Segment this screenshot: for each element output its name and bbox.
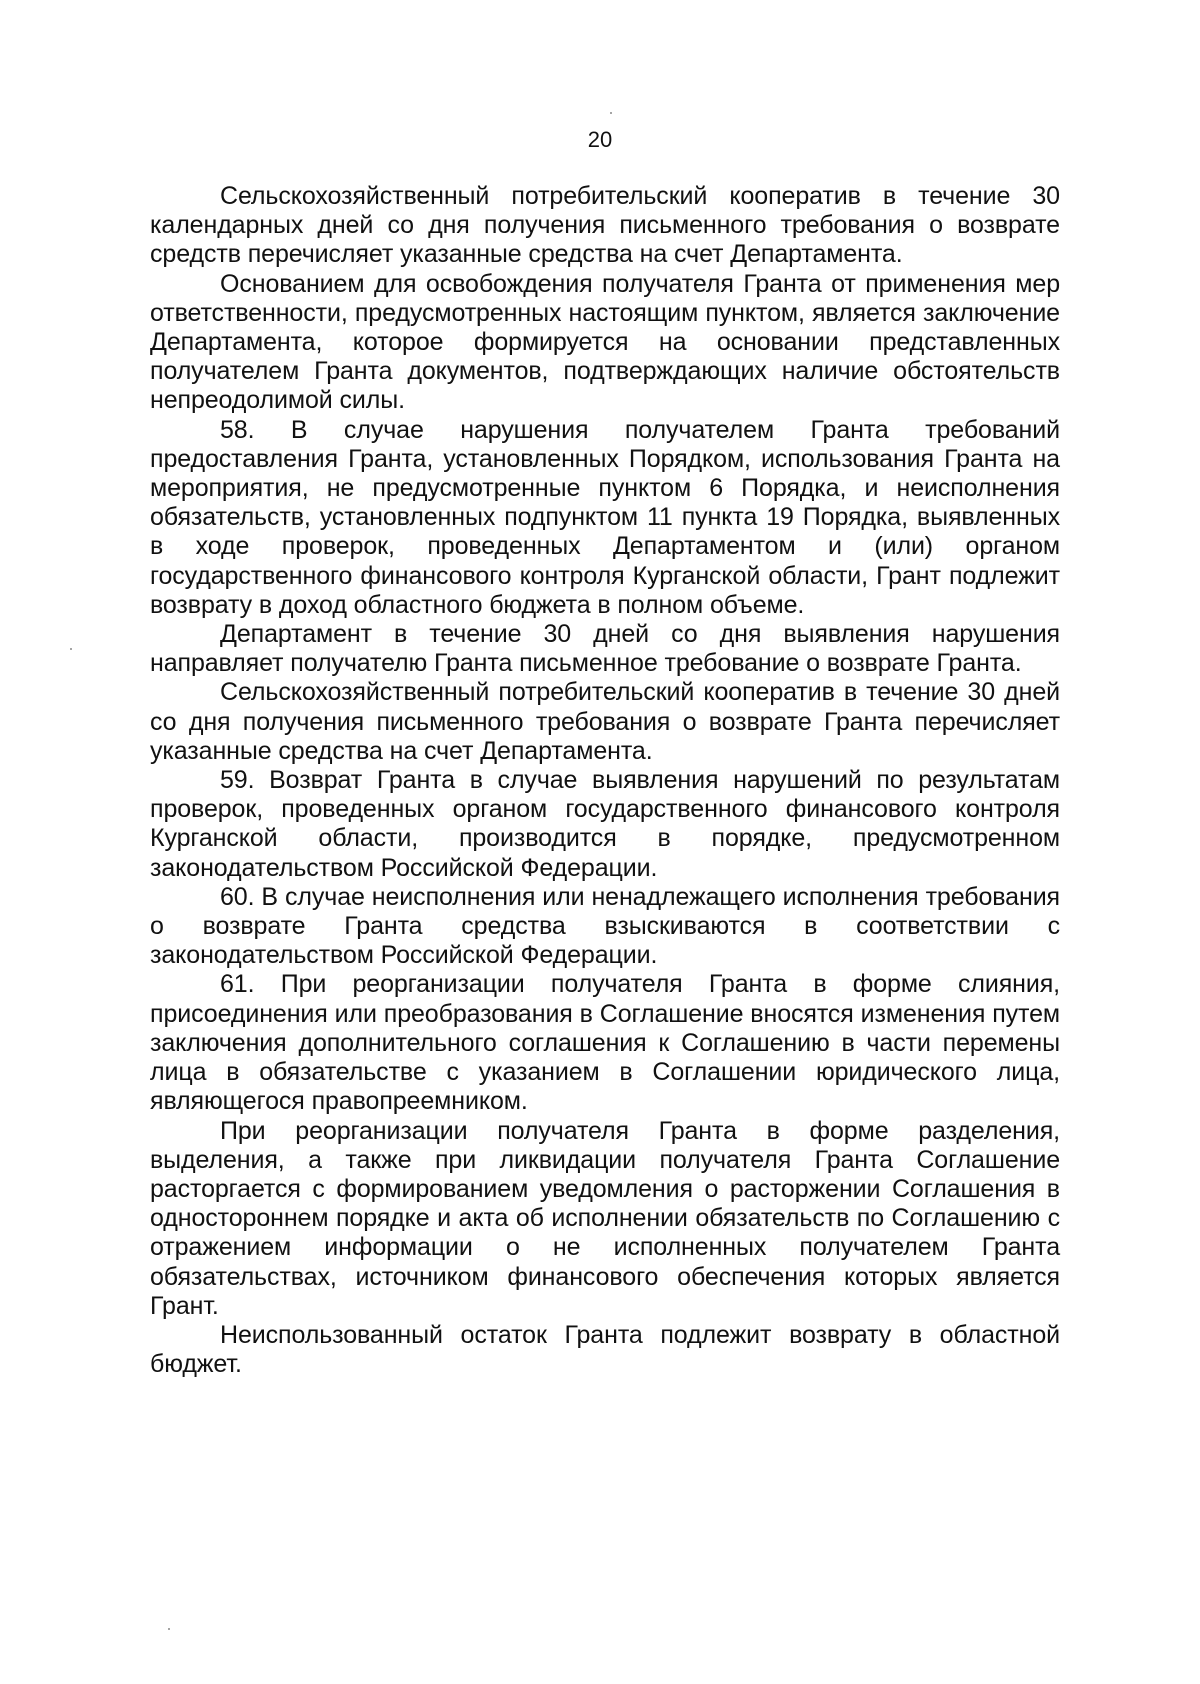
paragraph-department-notice: Департамент в течение 30 дней со дня выявления нарушения направляет получателю Гранта письменное требование о возврате Гранта.	[150, 620, 1060, 678]
paragraph-61: 61. При реорганизации получателя Гранта в форме слияния, присоединения или преобразования в Соглашение вносятся изменения путем заключения дополнительного соглашения к Соглашению в части перемены лица в обязательстве с указанием в Соглашении юридического лица, являющегося правопреемником.	[150, 970, 1060, 1116]
page-number: 20	[587, 127, 613, 152]
paragraph-reorganization-termination: При реорганизации получателя Гранта в форме разделения, выделения, а также при ликвидации получателя Гранта Соглашение расторгается с формированием уведомления о расторжении Соглашения в одностороннем порядке и акта об исполнении обязательств по Соглашению с отражением информации о не исполненных получателем Гранта обязательствах, источником финансового обеспечения которых является Грант.	[150, 1116, 1060, 1320]
paragraph-58: 58. В случае нарушения получателем Гранта требований предоставления Гранта, установленных Порядком, использования Гранта на мероприятия, не предусмотренные пунктом 6 Порядка, и неисполнения обязательств, установленных подпунктом 11 пункта 19 Порядка, выявленных в ходе проверок, проведенных Департаментом и (или) органом государственного финансового контроля Курганской области, Грант подлежит возврату в доход областного бюджета в полном объеме.	[150, 415, 1060, 619]
document-body	[150, 182, 1060, 1379]
paragraph-59: 59. Возврат Гранта в случае выявления нарушений по результатам проверок, проведенных органом государственного финансового контроля Курганской области, производится в порядке, предусмотренном законодательством Российской Федерации.	[150, 766, 1060, 882]
paragraph-force-majeure: Основанием для освобождения получателя Гранта от применения мер ответственности, предусмотренных настоящим пунктом, является заключение Департамента, которое формируется на основании представленных получателем Гранта документов, подтверждающих наличие обстоятельств непреодолимой силы.	[150, 269, 1060, 415]
scan-speck	[168, 1628, 170, 1630]
paragraph-60: 60. В случае неисполнения или ненадлежащего исполнения требования о возврате Гранта средства взыскиваются в соответствии с законодательством Российской Федерации.	[150, 882, 1060, 970]
paragraph-cooperative-refund-funds: Сельскохозяйственный потребительский кооператив в течение 30 календарных дней со дня получения письменного требования о возврате средств перечисляет указанные средства на счет Департамента.	[150, 182, 1060, 269]
paragraph-cooperative-refund-grant: Сельскохозяйственный потребительский кооператив в течение 30 дней со дня получения письменного требования о возврате Гранта перечисляет указанные средства на счет Департамента.	[150, 678, 1060, 765]
scan-speck	[70, 648, 72, 650]
paragraph-unused-balance: Неиспользованный остаток Гранта подлежит возврату в областной бюджет.	[150, 1320, 1060, 1379]
scan-speck	[610, 112, 612, 114]
